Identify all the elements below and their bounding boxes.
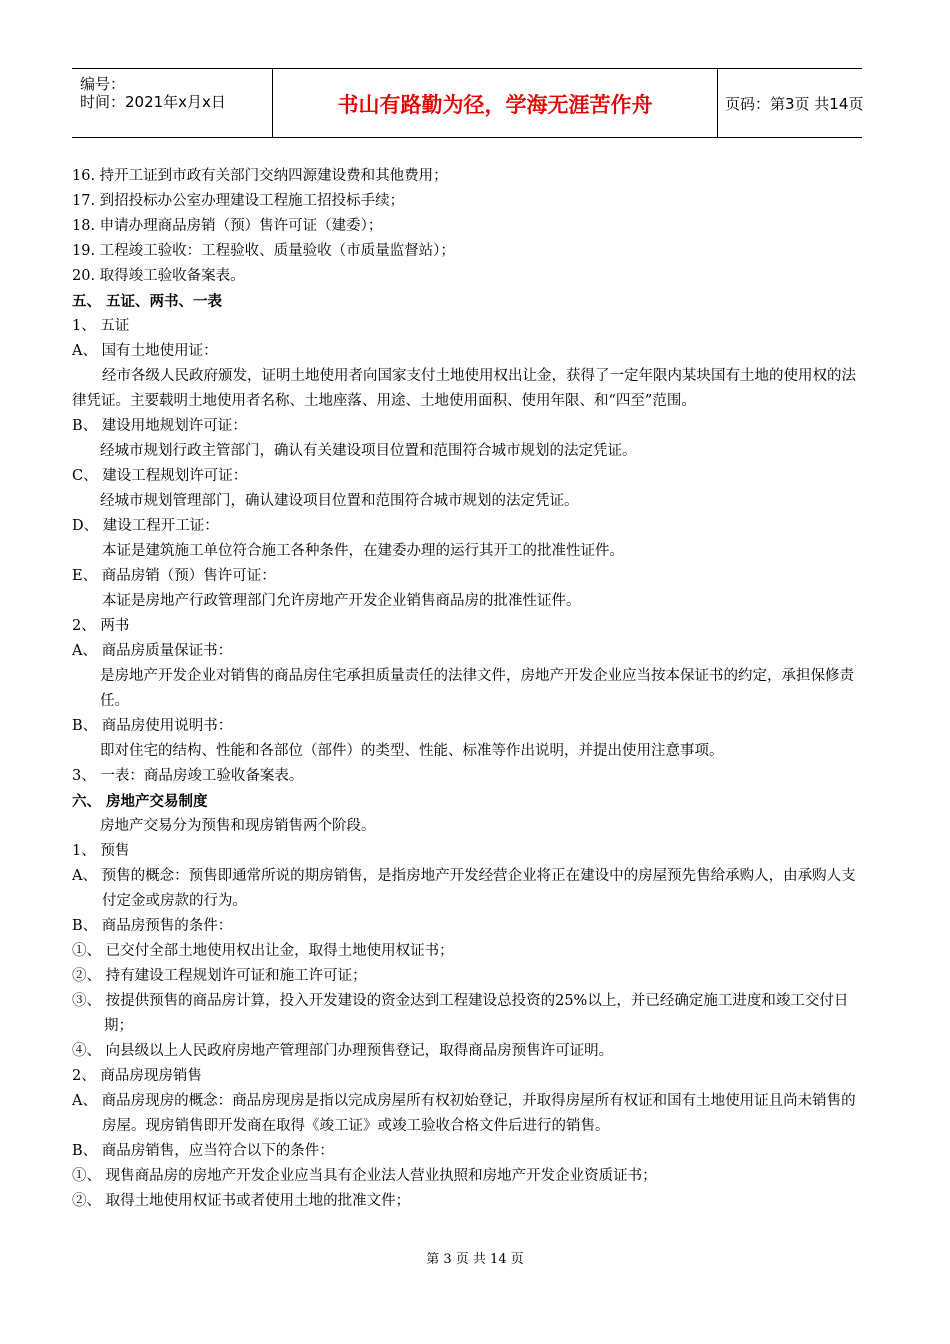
header-motto: 书山有路勤为径，学海无涯苦作舟	[337, 93, 653, 117]
section-heading: 五、 五证、两书、一表	[72, 293, 223, 310]
item-heading: E、 商品房销（预）售许可证：	[72, 568, 276, 584]
list-item: 16. 持开工证到市政有关部门交纳四源建设费和其他费用；	[72, 168, 448, 184]
list-item: 18. 申请办理商品房销（预）售许可证（建委）；	[72, 218, 383, 234]
item-heading: A、 国有土地使用证：	[72, 343, 218, 359]
item-heading: B、 商品房销售，应当符合以下的条件：	[72, 1143, 334, 1159]
paragraph: A、 预售的概念：预售即通常所说的期房销售，是指房地产开发经营企业将正在建设中的房屋预先售给承购人，由承购人支付定金或房款的行为。	[72, 868, 856, 909]
paragraph: 经城市规划行政主管部门，确认有关建设项目位置和范围符合城市规划的法定凭证。	[100, 443, 637, 459]
paragraph: 本证是建筑施工单位符合施工各种条件，在建委办理的运行其开工的批准性证件。	[102, 543, 624, 559]
list-item: 20. 取得竣工验收备案表。	[72, 268, 245, 284]
list-item: ①、 现售商品房的房地产开发企业应当具有企业法人营业执照和房地产开发企业资质证书；	[72, 1168, 657, 1184]
page-header	[72, 68, 862, 138]
paragraph: A、 商品房现房的概念：商品房现房是指以完成房屋所有权初始登记，并取得房屋所有权证和国有土地使用证且尚未销售的房屋。现房销售即开发商在取得《竣工证》或竣工验收合格文件后进行的销售。	[72, 1093, 856, 1134]
item-heading: B、 商品房使用说明书：	[72, 718, 233, 734]
subsection-heading: 1、 预售	[72, 843, 130, 859]
header-page-cell	[717, 69, 862, 137]
paragraph: 是房地产开发企业对销售的商品房住宅承担质量责任的法律文件，房地产开发企业应当按本保证书的约定，承担保修责任。	[100, 668, 854, 709]
paragraph: 经城市规划管理部门，确认建设项目位置和范围符合城市规划的法定凭证。	[100, 493, 579, 509]
item-heading: B、 商品房预售的条件：	[72, 918, 233, 934]
document-body	[72, 164, 864, 1214]
subsection-heading: 2、 商品房现房销售	[72, 1068, 202, 1084]
list-item: ③、 按提供预售的商品房计算，投入开发建设的资金达到工程建设总投资的25%以上，并已经确定施工进度和竣工交付日期；	[72, 993, 849, 1034]
item-heading: A、 商品房质量保证书：	[72, 643, 233, 659]
item-heading: C、 建设工程规划许可证：	[72, 468, 248, 484]
list-item: 19. 工程竣工验收：工程验收、质量验收（市质量监督站）；	[72, 243, 455, 259]
header-meta-cell	[72, 69, 272, 137]
section-heading: 六、 房地产交易制度	[72, 793, 208, 810]
subsection-heading: 2、 两书	[72, 618, 130, 634]
paragraph: 本证是房地产行政管理部门允许房地产开发企业销售商品房的批准性证件。	[102, 593, 581, 609]
paragraph: 经市各级人民政府颁发，证明土地使用者向国家支付土地使用权出让金，获得了一定年限内某块国有土地的使用权的法律凭证。主要载明土地使用者名称、土地座落、用途、土地使用面积、使用年限、和“四至”范围。	[72, 368, 856, 409]
list-item: ②、 取得土地使用权证书或者使用土地的批准文件；	[72, 1193, 411, 1209]
document-time-label: 时间：2021年x月x日	[80, 93, 226, 111]
item-heading: B、 建设用地规划许可证：	[72, 418, 247, 434]
header-motto-cell	[272, 69, 718, 137]
paragraph: 即对住宅的结构、性能和各部位（部件）的类型、性能、标准等作出说明，并提出使用注意事项。	[100, 743, 724, 759]
list-item: ④、 向县级以上人民政府房地产管理部门办理预售登记，取得商品房预售许可证明。	[72, 1043, 614, 1059]
item-heading: D、 建设工程开工证：	[72, 518, 219, 534]
list-item: ②、 持有建设工程规划许可证和施工许可证；	[72, 968, 367, 984]
page-footer: 第 3 页 共 14 页	[426, 1252, 524, 1267]
list-item: 17. 到招投标办公室办理建设工程施工招投标手续；	[72, 193, 405, 209]
paragraph: 房地产交易分为预售和现房销售两个阶段。	[100, 818, 376, 834]
subsection-heading: 1、 五证	[72, 318, 130, 334]
subsection-heading: 3、 一表：商品房竣工验收备案表。	[72, 768, 304, 784]
document-number-label: 编号：	[80, 75, 126, 93]
header-page-info: 页码：第3页 共14页	[725, 95, 864, 113]
list-item: ①、 已交付全部土地使用权出让金，取得土地使用权证书；	[72, 943, 454, 959]
